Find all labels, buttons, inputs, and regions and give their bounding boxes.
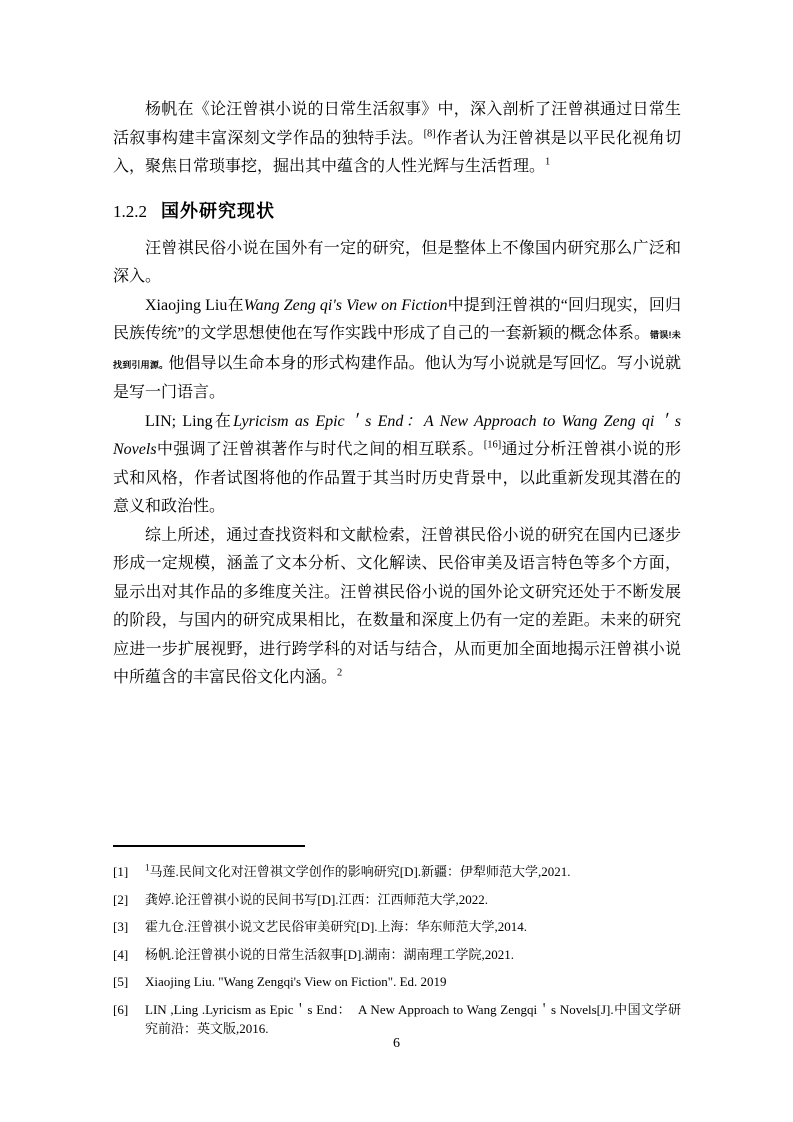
citation-ref-8: [8]: [423, 128, 436, 140]
footnote-text: [145, 945, 681, 965]
work-title-italic: Lyricism as Epic＇s End：A New Approach to Wang Zeng qi＇s Novels: [113, 412, 681, 458]
footnote-item: [113, 972, 681, 992]
paragraph-text: 杨帆在《论汪曾祺小说的日常生活叙事》中，深入剖析了汪曾祺通过日常生活叙事构建丰富深刻文学作品的独特手法。: [113, 101, 681, 147]
footnote-marker: [1]: [113, 864, 129, 879]
footnote-item: [113, 862, 681, 882]
section-number: 1.2.2: [113, 201, 147, 221]
paragraph-text: LIN; Ling在: [145, 412, 234, 430]
footnote-item: [113, 917, 681, 937]
footnote-text: [145, 862, 681, 882]
paragraph-text: 汪曾祺民俗小说在国外有一定的研究，但是整体上不像国内研究那么广泛和深入。: [113, 239, 681, 285]
footnote-marker: [5]: [113, 974, 129, 989]
footnote-text: [145, 972, 681, 992]
footnote-citation: Xiaojing Liu. "Wang Zengqi's View on Fiction". Ed. 2019: [145, 974, 447, 989]
footnote-item: [113, 890, 681, 910]
footnote-marker: [2]: [113, 891, 129, 907]
section-heading: [113, 198, 681, 225]
paragraph-text: 中强调了汪曾祺著作与时代之间的相互联系。: [156, 441, 484, 458]
page-body: [113, 96, 681, 693]
error-reference-field: 错误!未找到引用源。: [113, 330, 681, 370]
footnote-text: [145, 890, 681, 910]
paragraph-text: 作者认为汪曾祺是以平民化视角切入，聚焦日常琐事挖，掘出其中蕴含的人性光辉与生活哲理。: [113, 129, 681, 175]
footnote-item: [113, 945, 681, 965]
footnote-separator-rule: [113, 845, 305, 847]
section-title: 国外研究现状: [161, 200, 275, 221]
paragraph-text: 他倡导以生命本身的形式构建作品。他认为写小说就是写回忆。写小说就是写一门语言。: [113, 354, 681, 401]
footnote-text: [145, 1000, 681, 1039]
paragraph-liu: [113, 292, 681, 408]
paragraph-text: 中提到汪曾祺的“回归现实，回归民族传统”的文学思想使他在写作实践中形成了自己的一套新颖的概念体系。: [113, 296, 682, 342]
footnote-superscript: 1: [145, 862, 150, 873]
paragraph-lin: [113, 408, 681, 522]
footnote-marker: [6]: [113, 1001, 129, 1017]
footnote-ref-2: 2: [337, 667, 343, 679]
footnote-citation: LIN ,Ling .Lyricism as Epic＇s End： A New Approach to Wang Zengqi＇s Novels[J].中国文学研究前沿：英文版,2016.: [145, 1001, 681, 1036]
paragraph-yangfan: [113, 96, 681, 182]
paragraph-summary: [113, 522, 681, 693]
page-number: 6: [393, 1036, 400, 1051]
footnote-ref-1: 1: [545, 156, 551, 168]
paragraph-text: Xiaojing Liu在: [145, 296, 244, 314]
citation-ref-16: [16]: [483, 439, 502, 451]
work-title-italic: Wang Zeng qi's View on Fiction: [243, 296, 448, 314]
paragraph-overview: [113, 235, 681, 292]
paragraph-text: 通过分析汪曾祺小说的形式和风格，作者试图将他的作品置于其当时历史背景中，以此重新发现其潜在的意义和政治性。: [113, 441, 681, 515]
footnote-citation: 霍九仓.汪曾祺小说文艺民俗审美研究[D].上海：华东师范大学,2014.: [145, 919, 528, 934]
footnote-text: [145, 917, 681, 937]
footnote-marker: [4]: [113, 946, 129, 962]
footnote-marker: [3]: [113, 919, 129, 934]
footnote-citation: 杨帆.论汪曾祺小说的日常生活叙事[D].湖南：湖南理工学院,2021.: [145, 946, 515, 962]
footnote-item: [113, 1000, 681, 1039]
footnote-citation: 马莲.民间文化对汪曾祺文学创作的影响研究[D].新疆：伊犁师范大学,2021.: [149, 864, 571, 879]
footnote-citation: 龚婷.论汪曾祺小说的民间书写[D].江西：江西师范大学,2022.: [145, 891, 489, 907]
paragraph-text: 综上所述，通过查找资料和文献检索，汪曾祺民俗小说的研究在国内已逐步形成一定规模，涵盖了文本分析、文化解读、民俗审美及语言特色等多个方面，显示出对其作品的多维度关注。汪曾祺民俗小说的国外论文研究还处于不断发展的阶段，与国内的研究成果相比，在数量和深度上仍有一定的差距。未来的研究应进一步扩展视野，进行跨学科的对话与结合，从而更加全面地揭示汪曾祺小说中所蕴含的丰富民俗文化内涵。: [113, 526, 681, 686]
footnotes-section: [113, 845, 681, 1047]
